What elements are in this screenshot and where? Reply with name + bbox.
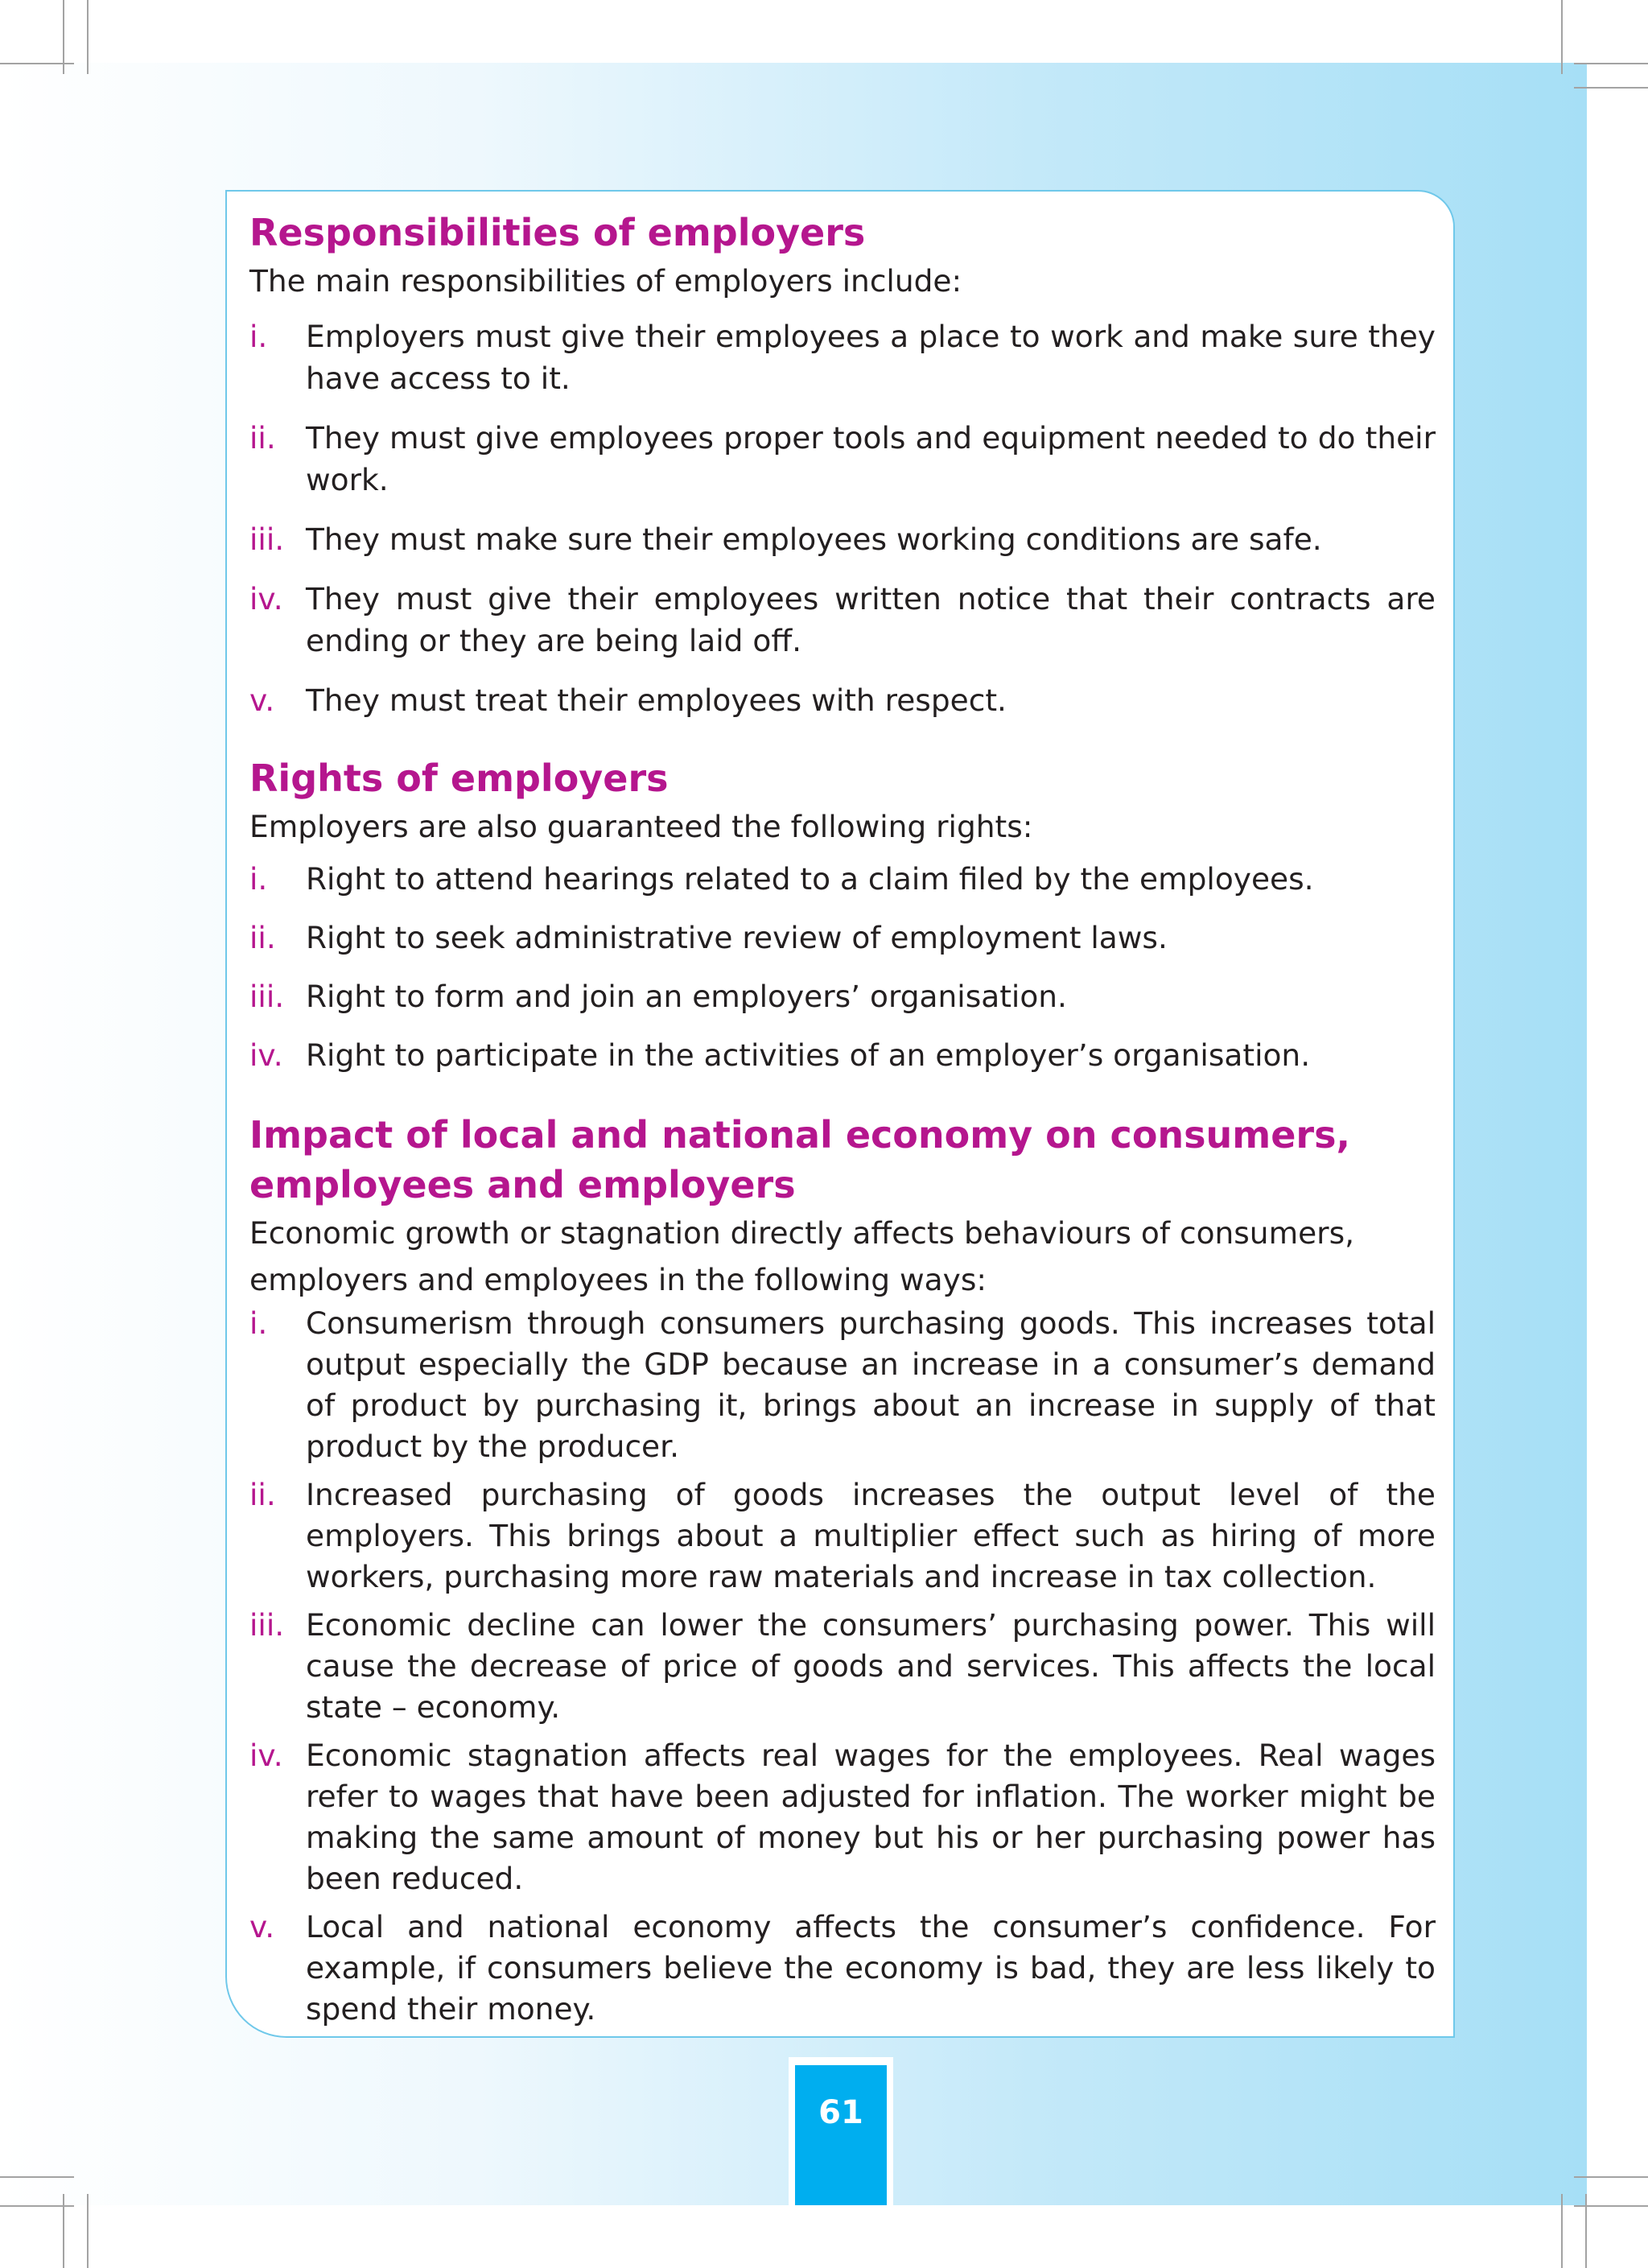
content-panel	[225, 190, 1455, 2038]
list-number: v.	[249, 682, 275, 718]
list-number: i.	[249, 861, 268, 897]
page-number: 61	[795, 2065, 887, 2205]
list-number: iii.	[249, 1607, 285, 1643]
heading-impact: Impact of local and national economy on consumers, employees and employers	[249, 1113, 1350, 1206]
heading-rights: Rights of employers	[249, 757, 669, 800]
list-number: v.	[249, 1909, 275, 1944]
list-item	[249, 578, 1436, 662]
list-text: Local and national economy affects the consumer’s confidence. For example, if consumers believe the economy is bad, they are less likely to spend their money.	[306, 1909, 1436, 2027]
list-item	[249, 679, 1436, 721]
list-number: ii.	[249, 420, 276, 456]
list-text: They must treat their employees with respect.	[306, 682, 1007, 718]
list-number: iii.	[249, 522, 285, 557]
list-item	[249, 1735, 1436, 1899]
list-responsibilities	[249, 315, 1436, 721]
list-item	[249, 315, 1436, 399]
list-item	[249, 917, 1436, 959]
list-impact	[249, 1303, 1436, 2030]
crop-mark	[0, 2176, 74, 2178]
list-text: Economic stagnation affects real wages for the employees. Real wages refer to wages that have been adjusted for inflation. The worker might be making the same amount of money but his or her purchasing power has been reduced.	[306, 1738, 1436, 1896]
list-text: Right to participate in the activities of an employer’s organisation.	[306, 1037, 1311, 1073]
list-number: i.	[249, 1305, 268, 1341]
list-text: Consumerism through consumers purchasing goods. This increases total output especially the GDP because an increase in a consumer’s demand of product by purchasing it, brings about an increase in supply of that product by the producer.	[306, 1305, 1436, 1464]
crop-mark	[1561, 2194, 1563, 2268]
list-number: iv.	[249, 1037, 283, 1073]
list-item	[249, 1907, 1436, 2030]
list-text: They must give their employees written notice that their contracts are ending or they are being laid off.	[306, 581, 1436, 658]
crop-mark	[63, 2194, 64, 2268]
list-text: Right to attend hearings related to a claim filed by the employees.	[306, 861, 1314, 897]
crop-mark	[1561, 0, 1563, 74]
list-text: Increased purchasing of goods increases the output level of the employers. This brings about a multiplier effect such as hiring of more workers, purchasing more raw materials and increase in tax collection.	[306, 1477, 1436, 1594]
list-item	[249, 1303, 1436, 1467]
list-item	[249, 1474, 1436, 1598]
list-text: They must make sure their employees working conditions are safe.	[306, 522, 1322, 557]
list-item	[249, 975, 1436, 1017]
intro-impact: Economic growth or stagnation directly affects behaviours of consumers, employers and employees in the following ways:	[249, 1215, 1355, 1297]
crop-mark	[1574, 87, 1648, 89]
list-text: Employers must give their employees a place to work and make sure they have access to it.	[306, 319, 1436, 396]
list-number: ii.	[249, 920, 276, 955]
list-text: Right to form and join an employers’ organisation.	[306, 979, 1067, 1014]
crop-mark	[1585, 2194, 1587, 2268]
list-item	[249, 518, 1436, 560]
list-text: Economic decline can lower the consumers’ purchasing power. This will cause the decrease of price of goods and services. This affects the local state – economy.	[306, 1607, 1436, 1725]
crop-mark	[1574, 63, 1648, 64]
list-text: Right to seek administrative review of employment laws.	[306, 920, 1168, 955]
list-item	[249, 858, 1436, 900]
intro-responsibilities: The main responsibilities of employers include:	[249, 263, 962, 299]
list-rights	[249, 858, 1436, 1076]
content-body	[249, 208, 1436, 2030]
list-number: ii.	[249, 1477, 276, 1512]
list-item	[249, 417, 1436, 501]
crop-mark	[87, 0, 89, 74]
crop-mark	[1574, 2176, 1648, 2178]
list-text: They must give employees proper tools and equipment needed to do their work.	[306, 420, 1436, 497]
list-number: iv.	[249, 1738, 283, 1773]
intro-rights: Employers are also guaranteed the following rights:	[249, 809, 1033, 844]
heading-responsibilities: Responsibilities of employers	[249, 211, 866, 254]
list-number: iv.	[249, 581, 283, 616]
crop-mark	[63, 0, 64, 74]
list-number: i.	[249, 319, 268, 354]
crop-mark	[87, 2194, 89, 2268]
list-item	[249, 1034, 1436, 1076]
list-number: iii.	[249, 979, 285, 1014]
list-item	[249, 1605, 1436, 1728]
